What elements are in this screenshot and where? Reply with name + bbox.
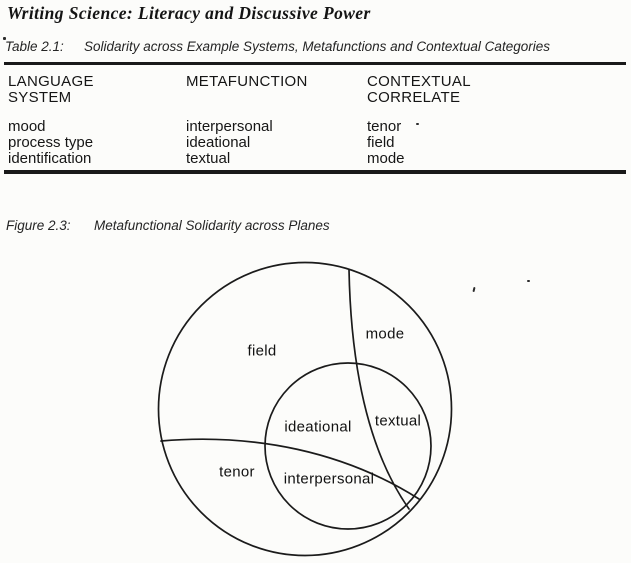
table-top-rule [4, 62, 626, 65]
table-cell: process type [8, 134, 94, 151]
table-header-contextual-correlate [367, 74, 471, 107]
scan-speck [416, 123, 419, 125]
tenor-divider-curve [161, 439, 419, 499]
table-row [0, 134, 631, 150]
label-field: field [247, 342, 277, 360]
figure-caption-label: Figure 2.3: [6, 218, 71, 233]
outer-context-circle [159, 263, 452, 556]
header-line: SYSTEM [8, 89, 72, 107]
header-line: CORRELATE [367, 89, 461, 107]
header-line: CONTEXTUAL [367, 73, 471, 90]
table-cell: field [367, 134, 395, 151]
table-caption-label: Table 2.1: [5, 39, 64, 54]
header-line: LANGUAGE [8, 73, 94, 90]
table-caption [5, 39, 550, 54]
venn-diagram [0, 250, 631, 563]
table-cell: mode [367, 150, 405, 167]
table-cell: ideational [186, 134, 251, 151]
table-row [0, 118, 631, 134]
label-tenor: tenor [219, 463, 255, 481]
table-header-metafunction [186, 74, 308, 90]
venn-diagram-svg [0, 250, 631, 563]
table-cell: textual [186, 150, 231, 167]
table-header-language-system [8, 74, 94, 107]
label-textual: textual [374, 412, 422, 430]
table-cell: identification [8, 150, 92, 167]
table-cell: interpersonal [186, 118, 273, 135]
label-ideational: ideational [284, 418, 352, 436]
table-row [0, 150, 631, 166]
label-mode: mode [365, 325, 405, 343]
table-caption-text: Solidarity across Example Systems, Metafunctions and Contextual Categories [84, 39, 550, 54]
table-cell: tenor [367, 118, 402, 135]
table-cell: mood [8, 118, 46, 135]
table-bottom-rule [4, 170, 626, 174]
header-line: METAFUNCTION [186, 73, 308, 90]
page-header-title: Writing Science: Literacy and Discussive Power [7, 3, 371, 23]
label-interpersonal: interpersonal [283, 470, 375, 488]
figure-caption-text: Metafunctional Solidarity across Planes [94, 218, 330, 233]
figure-caption [6, 218, 330, 233]
